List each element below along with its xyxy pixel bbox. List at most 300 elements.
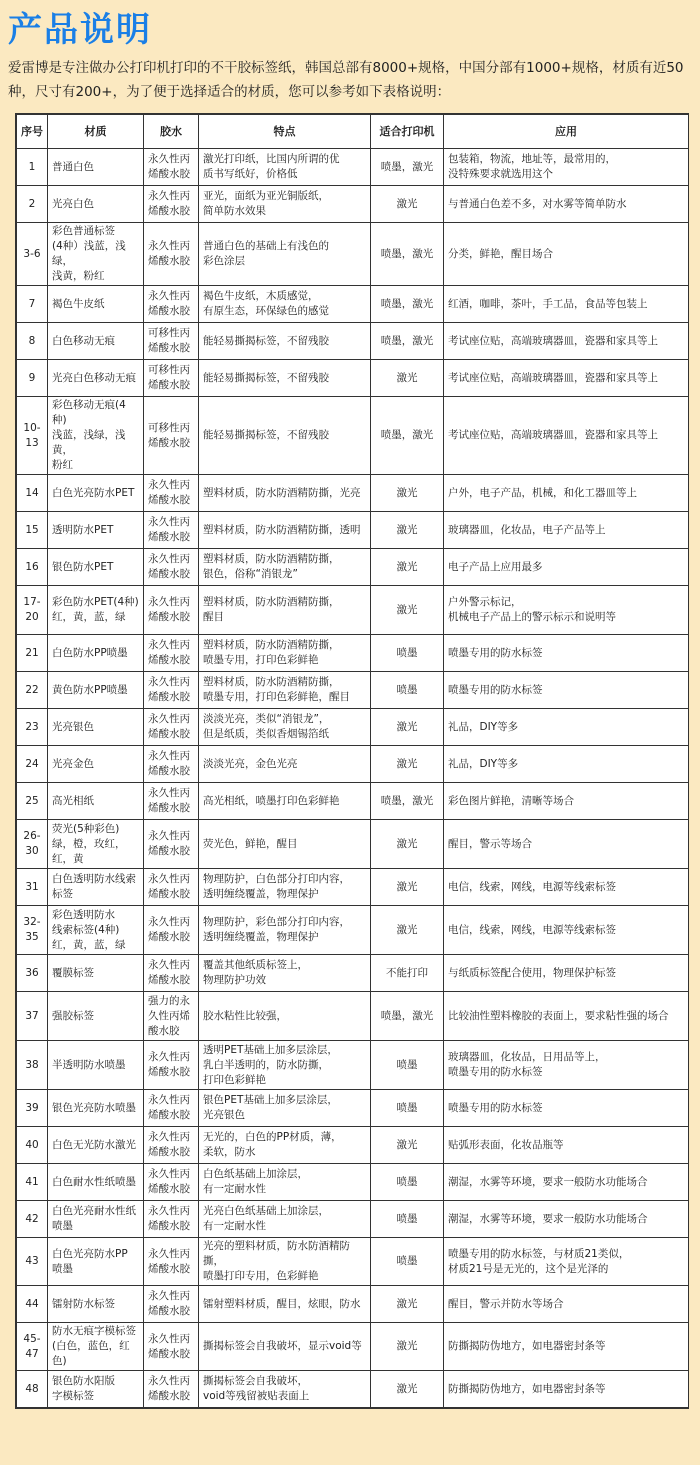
row-features: [199, 1371, 371, 1408]
row-printer-text: 激光: [396, 523, 418, 536]
header-printer: 适合打印机: [371, 115, 444, 149]
row-features: [199, 475, 371, 512]
row-glue-text: 永久性丙 烯酸水胶: [148, 1051, 190, 1078]
header-application: 应用: [444, 115, 689, 149]
row-application: [444, 397, 689, 475]
row-number-text: 22: [25, 683, 39, 696]
row-application: [444, 512, 689, 549]
row-application: [444, 1286, 689, 1323]
table-row: [17, 955, 689, 992]
row-glue: [144, 360, 199, 397]
row-printer: [371, 1238, 444, 1286]
row-application-text: 电子产品上应用最多: [448, 560, 543, 573]
row-number: [17, 820, 48, 869]
table-row: [17, 1323, 689, 1371]
row-application-text: 潮湿，水雾等环境，要求一般防水功能场合: [448, 1175, 648, 1188]
row-printer-text: 喷墨，激光: [380, 160, 434, 173]
row-number: [17, 397, 48, 475]
row-printer-text: 激光: [396, 1138, 418, 1151]
row-material-text: 彩色移动无痕(4种) 浅蓝，浅绿，浅黄， 粉红: [52, 399, 126, 471]
row-features-text: 普通白色的基础上有浅色的 彩色涂层: [203, 240, 329, 267]
row-number-text: 25: [25, 794, 39, 807]
row-number: [17, 1323, 48, 1371]
row-printer-text: 喷墨: [396, 646, 418, 659]
row-number-text: 10-13: [23, 421, 41, 449]
row-number: [17, 906, 48, 955]
row-glue-text: 可移性丙 烯酸水胶: [148, 327, 190, 354]
row-application-text: 喷墨专用的防水标签: [448, 1101, 543, 1114]
row-number: [17, 672, 48, 709]
row-printer-text: 激光: [396, 1382, 418, 1395]
row-application: [444, 186, 689, 223]
row-application: [444, 955, 689, 992]
table-row: [17, 360, 689, 397]
row-glue-text: 永久性丙 烯酸水胶: [148, 153, 190, 180]
row-glue: [144, 586, 199, 635]
row-application: [444, 549, 689, 586]
row-number: [17, 1041, 48, 1090]
row-features: [199, 635, 371, 672]
row-glue: [144, 783, 199, 820]
row-printer: [371, 1201, 444, 1238]
row-glue: [144, 992, 199, 1041]
row-printer-text: 喷墨，激光: [380, 429, 434, 441]
intro-paragraph: 爱雷博是专注做办公打印机打印的不干胶标签纸，韩国总部有8000+规格，中国分部有1000+规格，材质有近50种，尺寸有200+，为了便于选择适合的材质，您可以参考如下表格说明：: [8, 60, 684, 100]
row-number-text: 37: [25, 1009, 39, 1022]
row-number-text: 21: [25, 646, 39, 659]
row-material: [48, 746, 144, 783]
row-features-text: 撕揭标签会自我破坏，显示void等: [203, 1340, 362, 1352]
row-material: [48, 1090, 144, 1127]
row-number: [17, 955, 48, 992]
row-printer: [371, 475, 444, 512]
row-application-text: 与纸质标签配合使用，物理保护标签: [448, 966, 616, 979]
row-features: [199, 992, 371, 1041]
row-printer: [371, 1090, 444, 1127]
table-row: [17, 397, 689, 475]
row-number-text: 44: [25, 1297, 39, 1310]
row-number: [17, 586, 48, 635]
table-row: [17, 323, 689, 360]
row-features: [199, 820, 371, 869]
table-row: [17, 149, 689, 186]
row-material: [48, 783, 144, 820]
row-features-text: 塑料材质，防水防酒精防撕， 喷墨专用，打印色彩鲜艳，醒目: [203, 676, 350, 703]
row-number-text: 45-47: [23, 1332, 41, 1360]
row-glue-text: 永久性丙 烯酸水胶: [148, 1094, 190, 1121]
row-glue-text: 永久性丙 烯酸水胶: [148, 553, 190, 580]
table-row: [17, 746, 689, 783]
row-features-text: 淡淡光亮，类似“消银龙”， 但是纸质，类似香烟锡箔纸: [203, 713, 330, 740]
row-application: [444, 1127, 689, 1164]
row-glue-text: 永久性丙 烯酸水胶: [148, 1205, 190, 1232]
row-printer: [371, 820, 444, 869]
row-material-text: 彩色透明防水 线索标签(4种) 红，黄，蓝，绿: [52, 908, 126, 951]
row-printer: [371, 223, 444, 286]
row-material: [48, 223, 144, 286]
row-glue-text: 永久性丙 烯酸水胶: [148, 596, 190, 623]
row-application: [444, 746, 689, 783]
row-features: [199, 709, 371, 746]
row-features-text: 镭射塑料材质，醒目，炫眼，防水: [203, 1297, 361, 1310]
row-number-text: 48: [25, 1382, 39, 1395]
row-number: [17, 1286, 48, 1323]
row-glue: [144, 512, 199, 549]
row-glue: [144, 1127, 199, 1164]
row-number: [17, 1127, 48, 1164]
row-glue: [144, 475, 199, 512]
row-printer-text: 喷墨: [396, 1101, 418, 1114]
row-features: [199, 223, 371, 286]
row-application-text: 喷墨专用的防水标签: [448, 646, 543, 659]
table-row: [17, 549, 689, 586]
row-number: [17, 323, 48, 360]
header-no: 序号: [17, 115, 48, 149]
row-material: [48, 475, 144, 512]
row-application: [444, 992, 689, 1041]
row-number: [17, 1201, 48, 1238]
row-material-text: 白色光亮防水PET: [52, 486, 135, 499]
row-material: [48, 1041, 144, 1090]
row-number-text: 38: [25, 1058, 39, 1071]
header-features: 特点: [199, 115, 371, 149]
row-material: [48, 1371, 144, 1408]
row-features-text: 白色纸基础上加涂层， 有一定耐水性: [203, 1168, 308, 1195]
row-printer: [371, 635, 444, 672]
row-glue: [144, 223, 199, 286]
table-row: [17, 906, 689, 955]
row-glue: [144, 635, 199, 672]
row-printer-text: 喷墨，激光: [380, 297, 434, 310]
row-application-text: 醒目，警示等场合: [448, 837, 532, 850]
row-printer-text: 喷墨: [396, 1058, 418, 1071]
row-glue-text: 永久性丙 烯酸水胶: [148, 240, 190, 267]
row-printer: [371, 360, 444, 397]
row-features: [199, 1127, 371, 1164]
row-printer-text: 激光: [396, 371, 418, 384]
row-number-text: 1: [28, 160, 36, 173]
row-glue: [144, 955, 199, 992]
row-application-text: 与普通白色差不多，对水雾等简单防水: [448, 197, 627, 210]
row-printer: [371, 1286, 444, 1323]
row-application: [444, 1041, 689, 1090]
row-printer: [371, 672, 444, 709]
row-glue: [144, 709, 199, 746]
row-application-text: 喷墨专用的防水标签: [448, 683, 543, 696]
row-number: [17, 223, 48, 286]
row-glue: [144, 1323, 199, 1371]
row-material: [48, 1286, 144, 1323]
table-row: [17, 1371, 689, 1408]
row-glue: [144, 1238, 199, 1286]
row-material-text: 高光相纸: [52, 794, 94, 807]
row-printer-text: 激光: [396, 757, 418, 770]
row-glue: [144, 1041, 199, 1090]
row-application: [444, 820, 689, 869]
row-application: [444, 286, 689, 323]
row-material: [48, 323, 144, 360]
row-application: [444, 1201, 689, 1238]
row-number: [17, 635, 48, 672]
row-printer: [371, 186, 444, 223]
row-features-text: 淡淡光亮，金色光亮: [203, 757, 298, 770]
row-glue: [144, 397, 199, 475]
row-printer-text: 不能打印: [386, 966, 428, 979]
row-application-text: 包装箱，物流，地址等，最常用的， 没特殊要求就选用这个: [448, 153, 616, 180]
row-application-text: 防撕揭防伪地方，如电器密封条等: [448, 1340, 606, 1352]
row-glue-text: 永久性丙 烯酸水胶: [148, 1332, 190, 1360]
row-material: [48, 1323, 144, 1371]
row-printer: [371, 1041, 444, 1090]
row-material: [48, 549, 144, 586]
row-number-text: 26-30: [23, 830, 41, 857]
row-printer: [371, 323, 444, 360]
header-material: 材质: [48, 115, 144, 149]
row-features: [199, 286, 371, 323]
row-printer-text: 激光: [396, 720, 418, 733]
row-features-text: 塑料材质，防水防酒精防撕， 喷墨专用，打印色彩鲜艳: [203, 639, 340, 666]
row-material-text: 白色光亮防水PP 喷墨: [52, 1247, 128, 1275]
row-number-text: 3-6: [23, 247, 41, 260]
row-features-text: 能轻易撕揭标签，不留残胶: [203, 429, 329, 441]
row-features: [199, 586, 371, 635]
row-printer-text: 喷墨: [396, 683, 418, 696]
row-number: [17, 709, 48, 746]
row-material-text: 光亮白色移动无痕: [52, 371, 136, 384]
row-application-text: 防撕揭防伪地方，如电器密封条等: [448, 1382, 606, 1395]
row-application-text: 礼品，DIY等多: [448, 757, 519, 770]
row-printer: [371, 1323, 444, 1371]
row-material-text: 白色移动无痕: [52, 334, 115, 347]
row-printer: [371, 397, 444, 475]
row-features-text: 能轻易撕揭标签，不留残胶: [203, 371, 329, 384]
row-number: [17, 869, 48, 906]
row-features-text: 覆盖其他纸质标签上， 物理防护功效: [203, 959, 308, 986]
row-application-text: 户外，电子产品，机械，和化工器皿等上: [448, 486, 637, 499]
row-printer-text: 喷墨: [396, 1255, 418, 1267]
row-material-text: 白色耐水性纸喷墨: [52, 1175, 136, 1188]
row-material-text: 荧光(5种彩色) 绿，橙，玫红， 红，黄: [52, 822, 126, 865]
row-features: [199, 1238, 371, 1286]
table-row: [17, 869, 689, 906]
row-material: [48, 820, 144, 869]
row-material-text: 彩色普通标签 (4种）浅蓝，浅绿， 浅黄，粉红: [52, 225, 126, 282]
row-glue-text: 永久性丙 烯酸水胶: [148, 1131, 190, 1158]
row-number-text: 2: [28, 197, 36, 210]
row-glue: [144, 672, 199, 709]
table-row: [17, 635, 689, 672]
table-row: [17, 992, 689, 1041]
row-application-text: 考试座位贴，高端玻璃器皿，瓷器和家具等上: [448, 334, 658, 347]
row-material-text: 防水无痕字模标签 (白色，蓝色，红色): [52, 1325, 136, 1367]
row-material-text: 强胶标签: [52, 1009, 94, 1022]
row-glue: [144, 1286, 199, 1323]
row-application: [444, 1238, 689, 1286]
row-features-text: 塑料材质，防水防酒精防撕，光亮: [203, 486, 361, 499]
row-application-text: 考试座位贴，高端玻璃器皿，瓷器和家具等上: [448, 371, 658, 384]
row-number-text: 39: [25, 1101, 39, 1114]
row-number-text: 36: [25, 966, 39, 979]
row-material: [48, 906, 144, 955]
row-number: [17, 1371, 48, 1408]
row-application: [444, 360, 689, 397]
row-printer: [371, 512, 444, 549]
row-printer: [371, 586, 444, 635]
row-features: [199, 1090, 371, 1127]
row-glue-text: 永久性丙 烯酸水胶: [148, 516, 190, 543]
row-number: [17, 992, 48, 1041]
row-number-text: 23: [25, 720, 39, 733]
row-glue-text: 永久性丙 烯酸水胶: [148, 1290, 190, 1317]
row-number: [17, 475, 48, 512]
row-material-text: 透明防水PET: [52, 523, 114, 536]
row-number-text: 40: [25, 1138, 39, 1151]
row-printer: [371, 1127, 444, 1164]
table-row: [17, 1041, 689, 1090]
page-title: 产品说明: [8, 10, 152, 50]
row-features-text: 光亮白色纸基础上加涂层， 有一定耐水性: [203, 1205, 329, 1232]
row-printer-text: 激光: [396, 880, 418, 893]
row-glue-text: 可移性丙 烯酸水胶: [148, 364, 190, 391]
row-number: [17, 1164, 48, 1201]
row-printer-text: 喷墨，激光: [380, 794, 434, 807]
row-application: [444, 869, 689, 906]
row-number: [17, 1238, 48, 1286]
row-features: [199, 1201, 371, 1238]
row-material: [48, 1127, 144, 1164]
row-glue-text: 永久性丙 烯酸水胶: [148, 639, 190, 666]
row-printer: [371, 746, 444, 783]
row-application-text: 分类，鲜艳，醒目场合: [448, 247, 553, 260]
row-application-text: 比较油性塑料橡胶的表面上，要求粘性强的场合: [448, 1009, 669, 1022]
row-material: [48, 992, 144, 1041]
row-application: [444, 906, 689, 955]
row-material: [48, 1164, 144, 1201]
row-material: [48, 869, 144, 906]
row-material-text: 镭射防水标签: [52, 1297, 115, 1310]
row-features-text: 胶水粘性比较强，: [203, 1009, 287, 1022]
row-glue-text: 永久性丙 烯酸水胶: [148, 290, 190, 317]
row-material-text: 光亮金色: [52, 757, 94, 770]
row-features-text: 塑料材质，防水防酒精防撕， 银色，俗称“消银龙”: [203, 553, 340, 580]
row-features-text: 光亮的塑料材质，防水防酒精防撕， 喷墨打印专用，色彩鲜艳: [203, 1240, 350, 1282]
table-row: [17, 1201, 689, 1238]
row-material: [48, 586, 144, 635]
table-row: [17, 1238, 689, 1286]
row-number-text: 41: [25, 1175, 39, 1188]
row-application: [444, 1164, 689, 1201]
row-glue: [144, 186, 199, 223]
row-glue: [144, 746, 199, 783]
row-number-text: 7: [28, 297, 36, 310]
row-glue-text: 可移性丙 烯酸水胶: [148, 421, 190, 449]
row-material-text: 银色光亮防水喷墨: [52, 1101, 136, 1114]
row-material-text: 白色透明防水线索 标签: [52, 873, 136, 900]
row-material-text: 白色无光防水激光: [52, 1138, 136, 1151]
row-features: [199, 512, 371, 549]
row-application-text: 醒目，警示并防水等场合: [448, 1297, 564, 1310]
row-glue: [144, 869, 199, 906]
row-glue: [144, 549, 199, 586]
table-row: [17, 223, 689, 286]
row-application: [444, 709, 689, 746]
row-number: [17, 286, 48, 323]
row-features-text: 物理防护，彩色部分打印内容， 透明缠绕覆盖，物理保护: [203, 916, 350, 943]
row-material: [48, 397, 144, 475]
row-features: [199, 955, 371, 992]
row-application-text: 电信，线索，网线，电源等线索标签: [448, 923, 616, 936]
row-glue-text: 永久性丙 烯酸水胶: [148, 1168, 190, 1195]
row-material-text: 覆膜标签: [52, 966, 94, 979]
row-material-text: 银色防水阳版 字模标签: [52, 1375, 115, 1402]
row-material: [48, 1201, 144, 1238]
row-application: [444, 223, 689, 286]
row-printer-text: 激光: [396, 486, 418, 499]
row-number-text: 31: [25, 880, 39, 893]
row-application: [444, 475, 689, 512]
row-application-text: 户外警示标记， 机械电子产品上的警示标示和说明等: [448, 596, 616, 623]
row-number: [17, 783, 48, 820]
row-features: [199, 1041, 371, 1090]
row-glue-text: 永久性丙 烯酸水胶: [148, 787, 190, 814]
table-header-row: [17, 115, 689, 149]
row-number: [17, 360, 48, 397]
row-printer: [371, 1371, 444, 1408]
table-row: [17, 709, 689, 746]
row-application: [444, 1090, 689, 1127]
row-features: [199, 1286, 371, 1323]
row-printer-text: 激光: [396, 837, 418, 850]
row-application-text: 彩色图片鲜艳，清晰等场合: [448, 794, 574, 807]
row-features: [199, 1164, 371, 1201]
row-printer: [371, 992, 444, 1041]
row-glue-text: 永久性丙 烯酸水胶: [148, 713, 190, 740]
table-row: [17, 1090, 689, 1127]
row-glue-text: 永久性丙 烯酸水胶: [148, 916, 190, 943]
row-printer: [371, 149, 444, 186]
row-material-text: 褐色牛皮纸: [52, 297, 105, 310]
row-material-text: 半透明防水喷墨: [52, 1058, 126, 1071]
table-row: [17, 783, 689, 820]
row-glue-text: 永久性丙 烯酸水胶: [148, 190, 190, 217]
row-glue-text: 永久性丙 烯酸水胶: [148, 1375, 190, 1402]
row-application-text: 玻璃器皿，化妆品，电子产品等上: [448, 523, 606, 536]
row-printer: [371, 709, 444, 746]
row-printer: [371, 783, 444, 820]
row-printer-text: 激光: [396, 1340, 418, 1352]
table-row: [17, 512, 689, 549]
row-material: [48, 709, 144, 746]
row-features: [199, 869, 371, 906]
row-features: [199, 783, 371, 820]
row-number-text: 14: [25, 486, 39, 499]
row-features-text: 荧光色，鲜艳，醒目: [203, 837, 298, 850]
row-features-text: 高光相纸，喷墨打印色彩鲜艳: [203, 794, 340, 807]
row-features: [199, 149, 371, 186]
row-printer-text: 激光: [396, 603, 418, 616]
row-features: [199, 906, 371, 955]
row-material: [48, 149, 144, 186]
row-features-text: 能轻易撕揭标签，不留残胶: [203, 334, 329, 347]
row-glue: [144, 1201, 199, 1238]
row-features-text: 透明PET基础上加多层涂层， 乳白半透明的，防水防撕， 打印色彩鲜艳: [203, 1043, 338, 1086]
row-material-text: 光亮银色: [52, 720, 94, 733]
row-features-text: 无光的，白色的PP材质，薄， 柔软，防水: [203, 1131, 342, 1158]
row-number: [17, 549, 48, 586]
row-number-text: 15: [25, 523, 39, 536]
row-printer-text: 激光: [396, 923, 418, 936]
table-row: [17, 672, 689, 709]
